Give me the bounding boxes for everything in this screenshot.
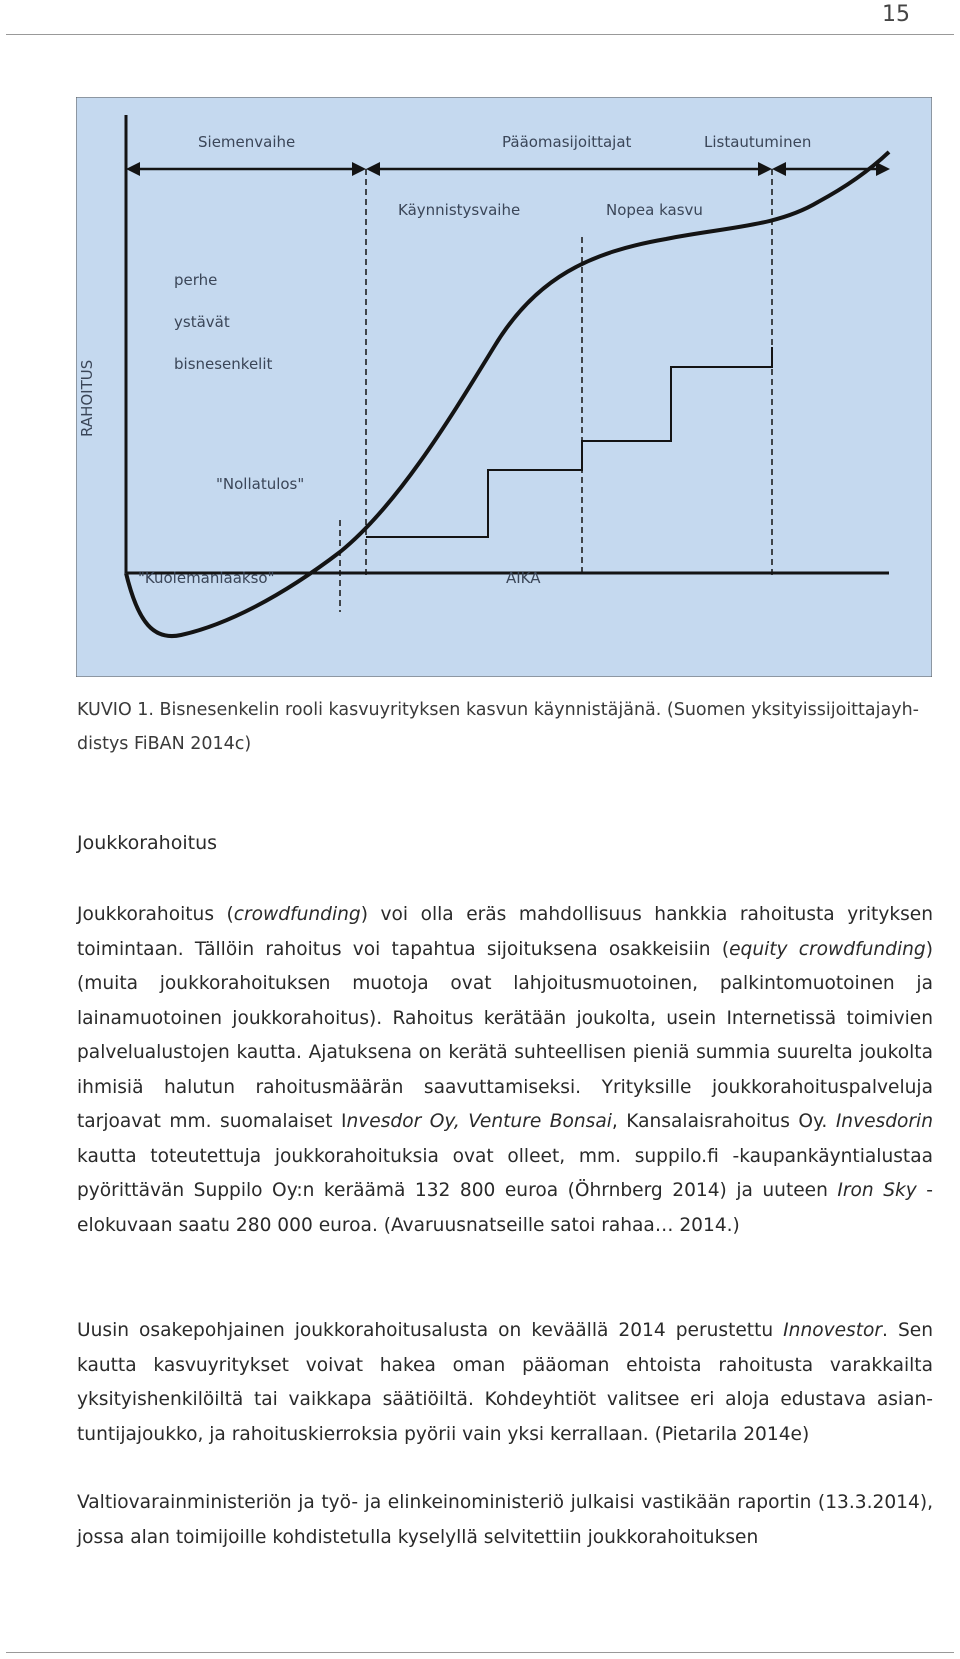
label-nollatulos: "Nollatulos": [216, 475, 305, 493]
label-nopea-kasvu: Nopea kasvu: [606, 201, 703, 219]
text-italic: equity crowdfunding: [729, 938, 926, 960]
text-span: Uusin osakepohjainen joukkorahoitusalusta on keväällä 2014 perustettu: [77, 1320, 784, 1341]
label-kuolemanlaakso: "Kuolemanlaakso": [138, 569, 275, 587]
text-span: -elokuvaan saatu 280 000 euroa. (Avaruusnatseille satoi rahaa… 2014.): [77, 1180, 933, 1236]
label-siemenvaihe: Siemenvaihe: [198, 133, 296, 151]
header-rule: [6, 34, 954, 35]
label-aika: AIKA: [506, 569, 541, 587]
text-span: ) voi olla eräs mahdollisuus hankkia rahoitusta yrityksen toimintaan. Tällöin rahoitus voi tapahtua sijoituksena osakkeisiin (: [77, 904, 933, 960]
text-span: ) (muita joukkorahoituksen muotoja ovat lahjoitusmuotoinen, palkintomuotoinen ja lainamuotoinen joukkorahoitus). Rahoitus kerätään joukolta, usein Internetissä toimivien palvelualustojen kautta. Ajatuksena on kerätä suhteellisen pieniä summia suurelta joukolta ihmisiä halutun rahoitusmäärän saavuttamiseksi. Yrityksille joukkorahoituspalveluja tarjoavat mm. suomalaiset I: [77, 938, 933, 1132]
label-listautuminen: Listautuminen: [704, 133, 812, 151]
section-heading: Joukkorahoitus: [77, 832, 218, 854]
figure-background: [76, 97, 932, 677]
text-italic: Innovestor: [783, 1320, 883, 1341]
label-bisnesenkelit: bisnesenkelit: [174, 355, 273, 373]
figure-caption: [77, 693, 933, 761]
text-span: Valtiovarainministeriön ja työ- ja elinkeinoministeriö julkaisi vastikään raportin (13.3.2014), jossa alan toimijoille kohdistetulla kyselyllä selvitettiin joukkorahoituksen: [77, 1492, 933, 1548]
paragraph-innovestor: [77, 1314, 933, 1452]
paragraph-crowdfunding: [77, 898, 933, 1243]
text-italic: nvesdor Oy, Venture Bonsai: [346, 1111, 612, 1132]
label-kaynnistysvaihe: Käynnistysvaihe: [398, 201, 521, 219]
label-rahoitus: RAHOITUS: [78, 359, 96, 437]
text-italic: crowdfunding: [233, 904, 361, 925]
text-italic: Invesdorin: [835, 1111, 933, 1132]
text-span: , Kansalaisrahoitus Oy.: [611, 1111, 836, 1132]
text-span: Joukkorahoitus (: [77, 904, 234, 925]
label-ystavat: ystävät: [174, 313, 230, 331]
funding-stages-figure: [76, 97, 932, 677]
text-span: . Sen kautta kasvuyritykset voivat hakea oman pääoman ehtoista rahoitusta varakkailta yksityishenkilöiltä tai vaikkapa säätiöiltä. Kohdeyhtiöt valitsee eri aloja edustava asiantuntijajoukko, ja rahoituskierroksia pyörii vain yksi kerrallaan. (Pietarila 2014e): [77, 1320, 933, 1445]
caption-line: KUVIO 1. Bisnesenkelin rooli kasvuyrityksen kasvun käynnistäjänä. (Suomen yksityissijoittajayh-: [77, 700, 919, 720]
caption-line: distys FiBAN 2014c): [77, 734, 252, 754]
paragraph-ministry-report: [77, 1486, 933, 1555]
page-number: 15: [882, 2, 910, 27]
text-span: kautta toteutettuja joukkorahoituksia ovat olleet, mm. suppilo.fi -kaupankäyntialustaa pyörittävän Suppilo Oy:n keräämä 132 800 euroa (Öhrnberg 2014) ja uuteen: [77, 1145, 933, 1201]
label-paaomasijoittajat: Pääomasijoittajat: [502, 133, 632, 151]
footer-rule: [6, 1652, 954, 1653]
label-perhe: perhe: [174, 271, 218, 289]
text-italic: Iron Sky: [837, 1180, 917, 1201]
